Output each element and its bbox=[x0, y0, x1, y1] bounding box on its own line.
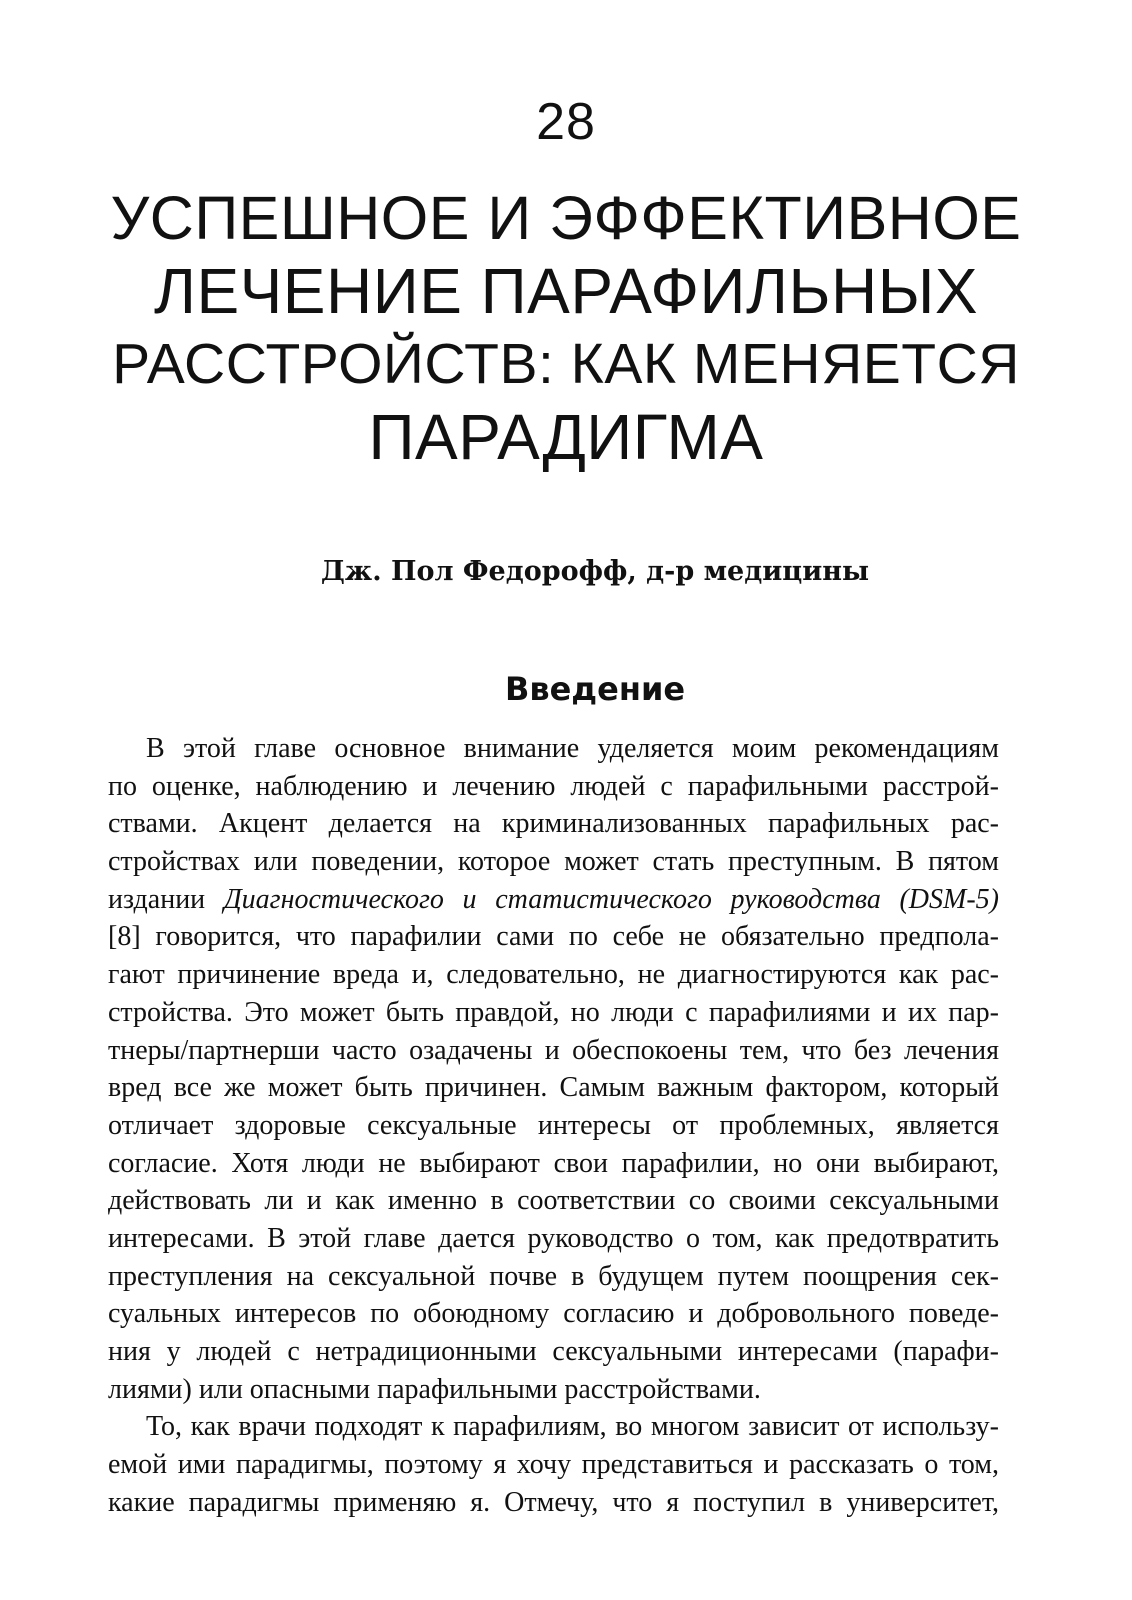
chapter-title-line: РАССТРОЙСТВ: КАК МЕНЯЕТСЯ bbox=[112, 332, 1020, 396]
body-text bbox=[108, 730, 999, 1521]
chapter-title-line: ЛЕЧЕНИЕ ПАРАФИЛЬНЫХ bbox=[153, 255, 979, 327]
text-fragment: издании bbox=[108, 883, 224, 915]
chapter-title-line: УСПЕШНОЕ И ЭФФЕКТИВНОЕ bbox=[110, 184, 1022, 252]
text-line: То, как врачи подходят к парафилиям, во многом зависит от использу- bbox=[146, 1411, 999, 1443]
text-line: какие парадигмы применяю я. Отмечу, что я поступил в университет, bbox=[108, 1486, 999, 1518]
chapter-title bbox=[110, 182, 1022, 474]
paragraph-intro bbox=[108, 730, 999, 1408]
text-line: согласие. Хотя люди не выбирают свои парафилии, но они выбирают, bbox=[108, 1147, 999, 1179]
chapter-number: 28 bbox=[536, 93, 596, 151]
text-line: преступления на сексуальной почве в будущем путем поощрения сек- bbox=[108, 1260, 999, 1292]
text-line: интересами. В этой главе дается руководство о том, как предотвратить bbox=[108, 1222, 999, 1254]
chapter-title-line: ПАРАДИГМА bbox=[368, 401, 764, 473]
text-line: действовать ли и как именно в соответствии со своими сексуальными bbox=[108, 1185, 999, 1217]
book-title-italic: Диагностического и статистического руководства (DSM-5) bbox=[223, 883, 999, 915]
text-line: стройства. Это может быть правдой, но люди с парафилиями и их пар- bbox=[108, 996, 999, 1028]
text-line: по оценке, наблюдению и лечению людей с парафильными расстрой- bbox=[108, 770, 999, 802]
text-line: суальных интересов по обоюдному согласию и добровольного поведе- bbox=[108, 1298, 999, 1330]
text-line: В этой главе основное внимание уделяется моим рекомендациям bbox=[146, 733, 999, 764]
text-line: отличает здоровые сексуальные интересы от проблемных, является bbox=[108, 1109, 999, 1141]
text-line bbox=[108, 881, 999, 919]
text-line: емой ими парадигмы, поэтому я хочу представиться и рассказать о том, bbox=[108, 1449, 999, 1481]
paragraph-paradigms bbox=[108, 1408, 999, 1521]
text-line: тнеры/партнерши часто озадачены и обеспокоены тем, что без лечения bbox=[108, 1034, 999, 1066]
section-heading: Введение bbox=[504, 670, 686, 708]
text-line: [8] говорится, что парафилии сами по себе не обязательно предпола- bbox=[108, 921, 999, 953]
author-byline: Дж. Пол Федорофф, д-р медицины bbox=[320, 556, 870, 587]
text-line: вред все же может быть причинен. Самым важным фактором, который bbox=[108, 1072, 999, 1104]
text-line: ния у людей с нетрадиционными сексуальными интересами (парафи- bbox=[108, 1336, 999, 1367]
text-line: гают причинение вреда и, следовательно, не диагностируются как рас- bbox=[108, 959, 999, 991]
text-line: ствами. Акцент делается на криминализованных парафильных рас- bbox=[108, 808, 999, 840]
text-line: стройствах или поведении, которое может стать преступным. В пятом bbox=[108, 846, 999, 878]
text-line: лиями) или опасными парафильными расстройствами. bbox=[108, 1373, 761, 1405]
